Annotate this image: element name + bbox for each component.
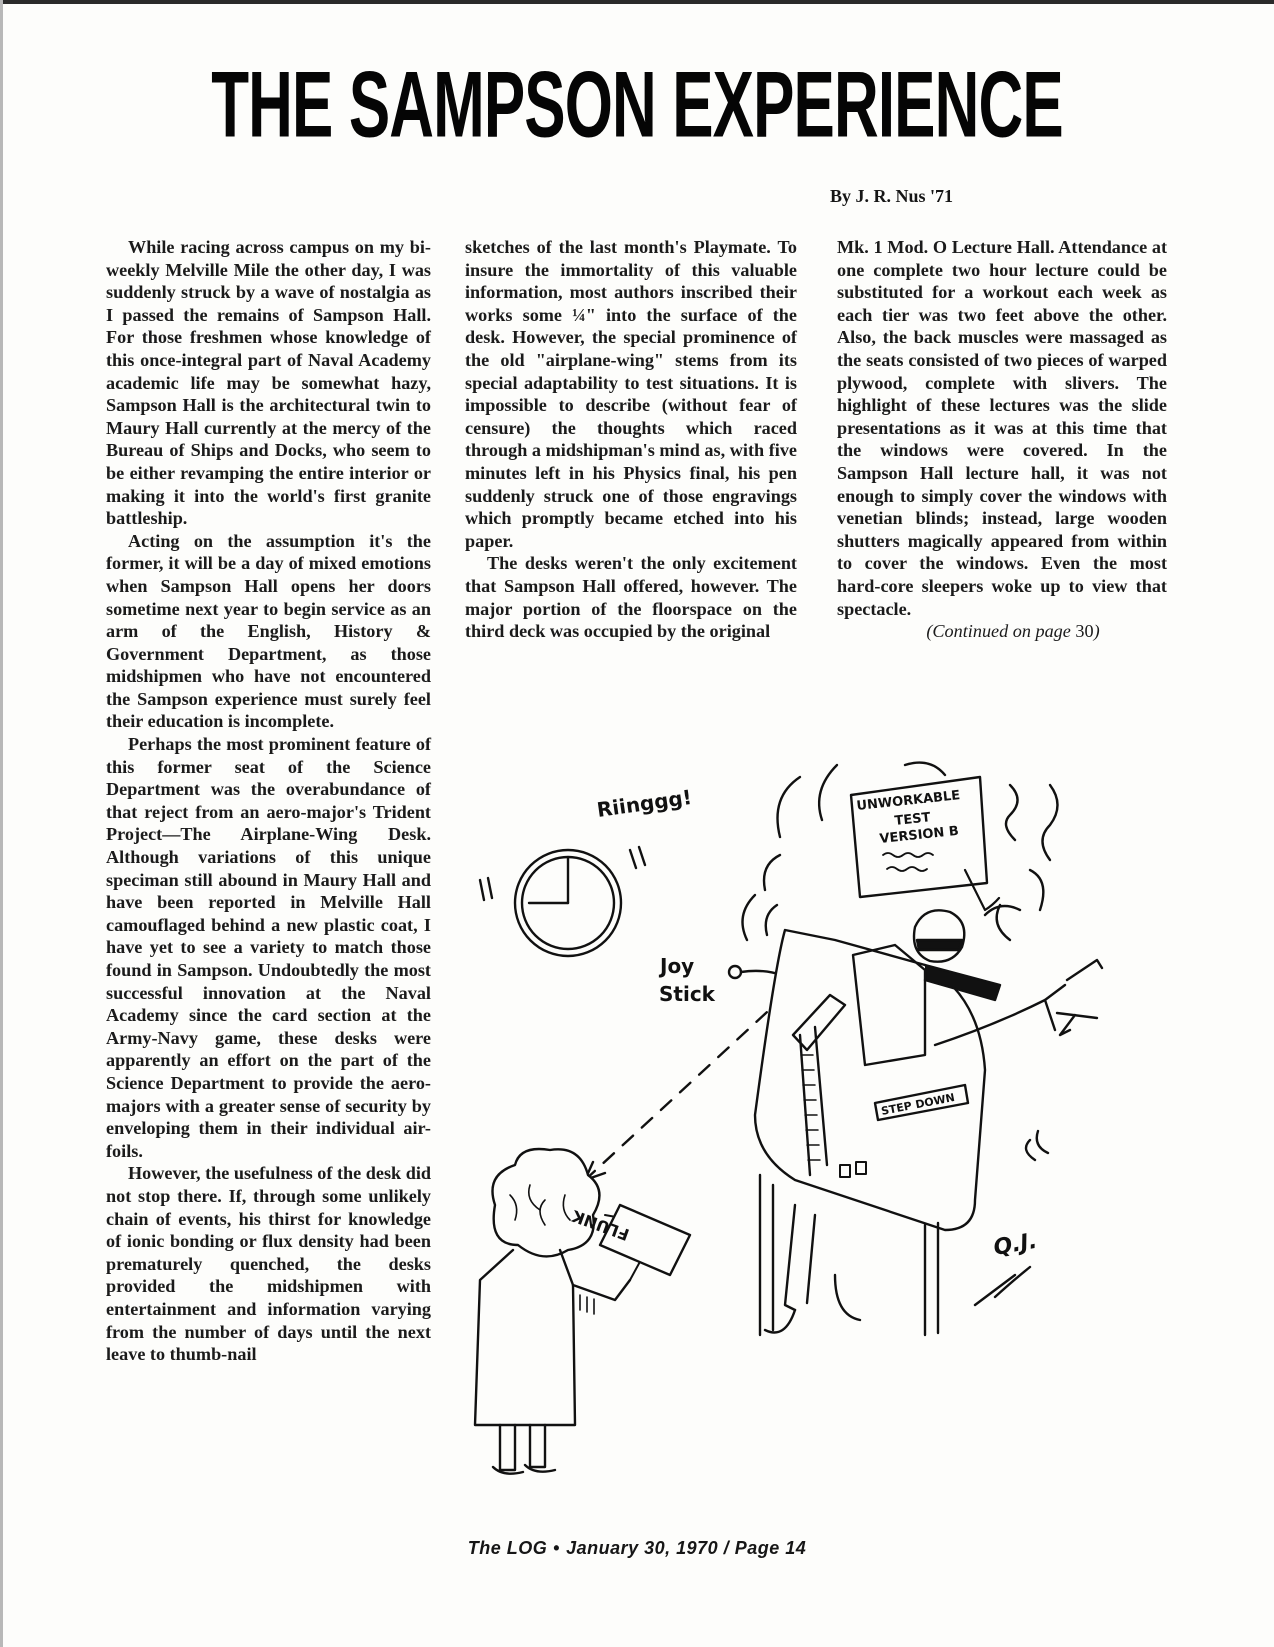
sign-line-1: UNWORKABLE	[855, 788, 961, 814]
cartoon-illustration	[455, 755, 1235, 1525]
sign-line-2: TEST	[893, 810, 932, 829]
continuation-page: 30	[1075, 621, 1094, 642]
paragraph: Acting on the assumption it's the former, it will be a day of mixed emotions when Sampson Hall opens her doors sometime next year to begin service as an arm of the English, History & Government Department, as those midshipmen who have not encountered the Sampson experience must surely feel their education is incomplete.	[106, 530, 431, 732]
test-sign	[851, 777, 999, 910]
continuation-note: (Continued on page 30)	[926, 621, 1100, 642]
paragraph: Mk. 1 Mod. O Lecture Hall. Attendance at one complete two hour lecture could be substituted for a workout each week as each tier was two feet above the other. Also, the back muscles were massaged as the seats consisted of two pieces of warped plywood, complete with slivers. The highlight of these lectures was the slide presentations as it was at this time that the windows were covered. In the Sampson Hall lecture hall, it was not enough to simply cover the windows with venetian blinds; instead, large wooden shutters magically appeared from within to cover the windows. Even the most hard-core sleepers woke up to view that spectacle.	[837, 237, 1167, 619]
byline: By J. R. Nus '71	[830, 186, 954, 206]
column-3	[837, 236, 1167, 643]
paragraph: sketches of the last month's Playmate. To insure the immortality of this valuable information, most authors inscribed their works some ¼" into the surface of the desk. However, the special prominence of the old "airplane-wing" stems from its special adaptability to test situations. It is impossible to describe (without fear of censure) the thoughts which raced through a midshipman's mind as, with five minutes left in his Physics final, his pen suddenly struck one of those engravings which promptly became etched into his paper.	[465, 237, 797, 551]
page-number: Page 14	[734, 1538, 807, 1558]
bullet-separator-icon: •	[553, 1538, 561, 1558]
instructor-figure	[475, 1149, 630, 1474]
page-footer: The LOG • January 30, 1970 / Page 14	[467, 1538, 807, 1558]
paragraph: The desks weren't the only excitement that Sampson Hall offered, however. The major portion of the floorspace on the third deck was occupied by the original	[465, 553, 797, 642]
paragraph: However, the usefulness of the desk did not stop there. If, through some unlikely chain of events, his thirst for knowledge of ionic bonding or flux density had been prematurely quenched, the desks provided the midshipmen with entertainment and information varying from the number of days until the next leave to thumb-nail	[106, 1163, 431, 1365]
step-down-label: STEP DOWN	[880, 1090, 956, 1118]
joystick-label-2: Stick	[659, 982, 715, 1006]
motion-lines	[1026, 1131, 1048, 1160]
artist-signature: Q.J.	[991, 1228, 1039, 1261]
sign-line-3: VERSION B	[878, 823, 960, 847]
continuation-text: Continued on page	[932, 621, 1071, 642]
joystick-label-1: Joy	[660, 954, 695, 978]
column-2	[465, 236, 797, 643]
top-border	[0, 0, 1274, 4]
motion-lines	[975, 1267, 1030, 1305]
paragraph: Perhaps the most prominent feature of this former seat of the Science Department was the overabundance of that reject from an aero-major's Trident Project—The Airplane-Wing Desk. Although variations of this unique speciman still abound in Maury Hall and have been reported in Melville Hall camouflaged behind a new plastic coat, I have yet to see a variety to match those found in Sampson. Undoubtedly the most successful innovation at the Naval Academy since the card section at the Army-Navy game, these desks were apparently an effort on the part of the Science Department to provide the aero-majors with a greater sense of security by enveloping them in their individual air-foils.	[106, 734, 431, 1161]
paragraph: While racing across campus on my bi-weekly Melville Mile the other day, I was suddenly struck by a wave of nostalgia as I passed the remains of Sampson Hall. For those freshmen whose knowledge of this once-integral part of Naval Academy academic life may be somewhat hazy, Sampson Hall is the architectural twin to Maury Hall currently at the mercy of the Bureau of Ships and Docks, who seem to be either revamping the entire interior or making it into the world's first granite battleship.	[106, 237, 431, 529]
publication-name: The LOG	[467, 1538, 548, 1558]
column-1	[106, 236, 431, 1366]
ringing-sound-label: Riinggg!	[595, 784, 694, 822]
issue-date: January 30, 1970	[566, 1538, 719, 1558]
clock-icon	[480, 847, 645, 956]
flunk-label: FLUNK	[569, 1206, 632, 1245]
page-edge	[0, 0, 3, 1647]
airplane-wing-desk	[755, 930, 985, 1335]
article-title: THE SAMPSON EXPERIENCE	[211, 53, 1063, 158]
